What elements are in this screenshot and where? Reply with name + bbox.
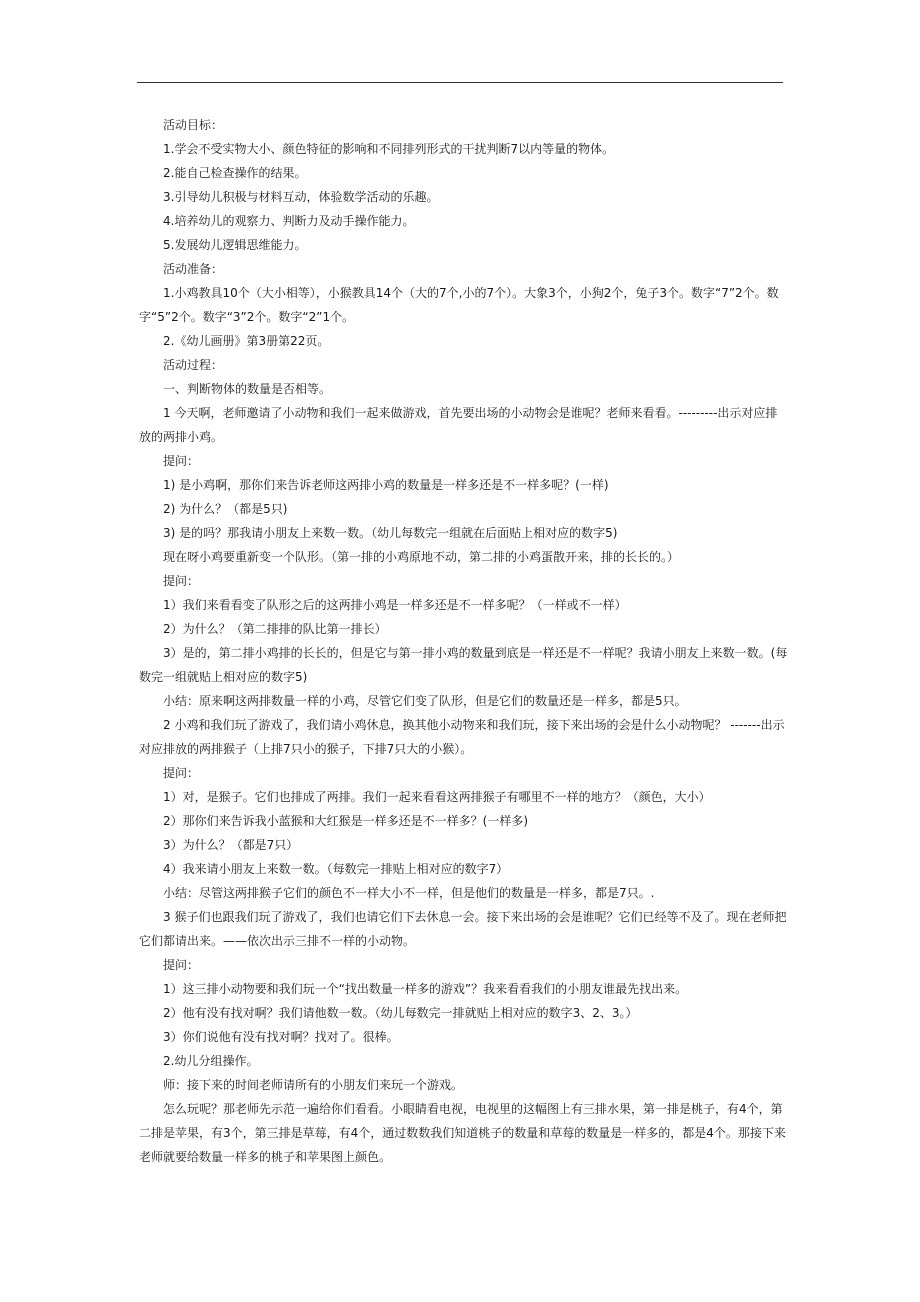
question-item: 3）为什么？（都是7只） bbox=[163, 838, 299, 852]
question-item: 3）是的，第二排小鸡排的长长的，但是它与第一排小鸡的数量到底是一样还是不一样呢？我请小朋友上来数一数。(每数完一组就贴上相对应的数字5) bbox=[139, 646, 788, 684]
paragraph: 师：接下来的时间老师请所有的小朋友们来玩一个游戏。 bbox=[163, 1078, 464, 1092]
question-item: 3) 是的吗？那我请小朋友上来数一数。（幼儿每数完一组就在后面贴上相对应的数字5) bbox=[163, 526, 618, 540]
document-body bbox=[139, 113, 789, 1169]
section-heading-prep: 活动准备： bbox=[163, 262, 224, 276]
question-label: 提问： bbox=[163, 766, 200, 780]
paragraph: 2 小鸡和我们玩了游戏了，我们请小鸡休息，换其他小动物来和我们玩，接下来出场的会是什么小动物呢？ -------出示对应排放的两排猴子（上排7只小的猴子，下排7只大的小猴）。 bbox=[139, 718, 785, 756]
goal-item: 1.学会不受实物大小、颜色特征的影响和不同排列形式的干扰判断7以内等量的物体。 bbox=[163, 142, 615, 156]
prep-item: 1.小鸡教具10个（大小相等），小猴教具14个（大的7个,小的7个）。大象3个，小狗2个，兔子3个。数字“7”2个。数字“5”2个。数字“3”2个。数字“2”1个。 bbox=[139, 286, 779, 324]
question-label: 提问： bbox=[163, 958, 200, 972]
paragraph: 3 猴子们也跟我们玩了游戏了，我们也请它们下去休息一会。接下来出场的会是谁呢？它们已经等不及了。现在老师把它们都请出来。——依次出示三排不一样的小动物。 bbox=[139, 910, 787, 948]
goal-item: 2.能自己检查操作的结果。 bbox=[163, 166, 307, 180]
question-label: 提问： bbox=[163, 454, 200, 468]
question-item: 2）为什么？（第二排排的队比第一排长） bbox=[163, 622, 387, 636]
goal-item: 3.引导幼儿积极与材料互动，体验数学活动的乐趣。 bbox=[163, 190, 439, 204]
prep-item: 2.《幼儿画册》第3册第22页。 bbox=[163, 334, 330, 348]
paragraph: 怎么玩呢？那老师先示范一遍给你们看看。小眼睛看电视，电视里的这幅图上有三排水果，第一排是桃子，有4个，第二排是苹果，有3个，第三排是草莓，有4个，通过数数我们知道桃子的数量和草莓的数量是一样多的，都是4个。那接下来老师就要给数量一样多的桃子和苹果图上颜色。 bbox=[139, 1102, 786, 1164]
question-item: 2）他有没有找对啊？我们请他数一数。（幼儿每数完一排就贴上相对应的数字3、2、3。） bbox=[163, 1006, 638, 1020]
question-item: 4）我来请小朋友上来数一数。（每数完一排贴上相对应的数字7） bbox=[163, 862, 509, 876]
header-rule bbox=[137, 82, 783, 83]
question-label: 提问： bbox=[163, 574, 200, 588]
section-heading-goals: 活动目标： bbox=[163, 118, 224, 132]
question-item: 1）我们来看看变了队形之后的这两排小鸡是一样多还是不一样多呢？（一样或不一样） bbox=[163, 598, 627, 612]
paragraph: 现在呀小鸡要重新变一个队形。（第一排的小鸡原地不动，第二排的小鸡蛋散开来，排的长长的。） bbox=[163, 550, 680, 564]
question-item: 2) 为什么？（都是5只) bbox=[163, 502, 288, 516]
summary: 小结：原来啊这两排数量一样的小鸡，尽管它们变了队形，但是它们的数量还是一样多，都是5只。 bbox=[163, 694, 687, 708]
paragraph: 一、判断物体的数量是否相等。 bbox=[163, 382, 332, 396]
section-heading-process: 活动过程： bbox=[163, 358, 224, 372]
summary: 小结：尽管这两排猴子它们的颜色不一样大小不一样，但是他们的数量是一样多，都是7只。. bbox=[163, 886, 655, 900]
question-item: 3）你们说他有没有找对啊？找对了。很棒。 bbox=[163, 1030, 399, 1044]
question-item: 2）那你们来告诉我小蓝猴和大红猴是一样多还是不一样多？(一样多) bbox=[163, 814, 529, 828]
question-item: 1) 是小鸡啊，那你们来告诉老师这两排小鸡的数量是一样多还是不一样多呢？(一样) bbox=[163, 478, 609, 492]
goal-item: 5.发展幼儿逻辑思维能力。 bbox=[163, 238, 307, 252]
paragraph: 1 今天啊，老师邀请了小动物和我们一起来做游戏，首先要出场的小动物会是谁呢？老师来看看。---------出示对应排放的两排小鸡。 bbox=[139, 406, 778, 444]
question-item: 1）对，是猴子。它们也排成了两排。我们一起来看看这两排猴子有哪里不一样的地方？（颜色，大小） bbox=[163, 790, 711, 804]
goal-item: 4.培养幼儿的观察力、判断力及动手操作能力。 bbox=[163, 214, 415, 228]
question-item: 1）这三排小动物要和我们玩一个“找出数量一样多的游戏”？我来看看我们的小朋友谁最先找出来。 bbox=[163, 982, 688, 996]
section-subheading: 2.幼儿分组操作。 bbox=[163, 1054, 259, 1068]
